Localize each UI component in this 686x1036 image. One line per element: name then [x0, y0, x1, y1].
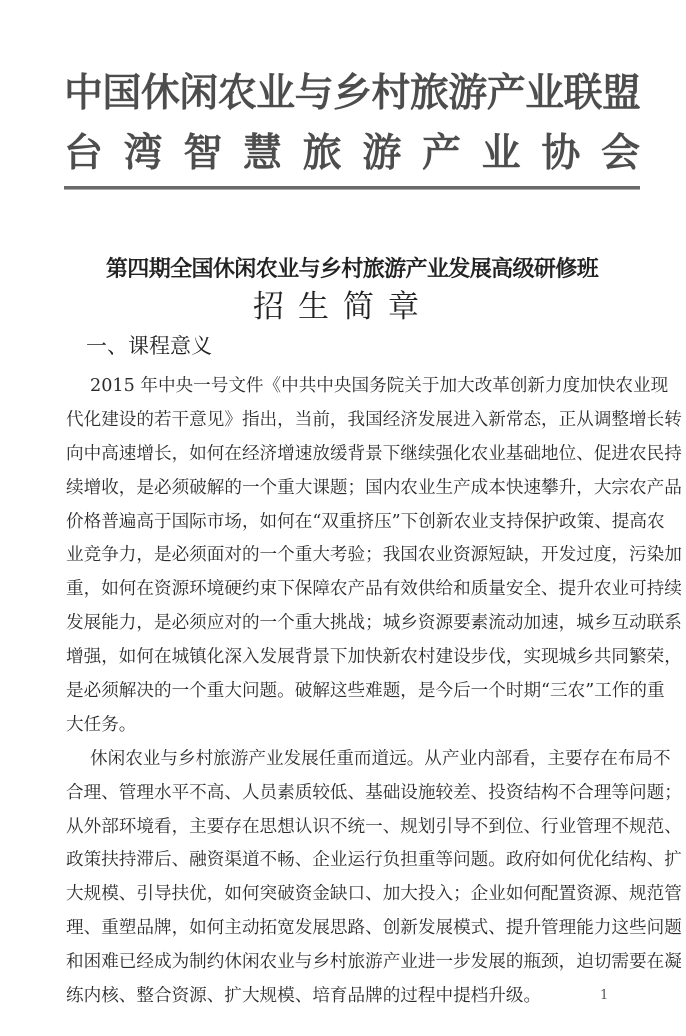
header-divider: [64, 186, 640, 190]
text-line: 政策扶持滞后、融资渠道不畅、企业运行负担重等问题。政府如何优化结构、扩: [66, 850, 682, 871]
paragraph: [66, 743, 682, 1014]
text-line: 休闲农业与乡村旅游产业发展任重而道远。从产业内部看，主要存在布局不: [90, 748, 671, 769]
text-line: 合理、管理水平不高、人员素质较低、基础设施较差、投资结构不合理等问题；: [66, 782, 682, 803]
text-line: 大任务。: [66, 714, 137, 735]
text-line: 和困难已经成为制约休闲农业与乡村旅游产业进一步发展的瓶颈，迫切需要在凝: [66, 952, 682, 973]
text-line: 向中高速增长，如何在经济增速放缓背景下继续强化农业基础地位、促进农民持: [66, 443, 682, 464]
page-number: 1: [600, 988, 609, 1003]
text-line: 续增收，是必须破解的一个重大课题；国内农业生产成本快速攀升，大宗农产品: [66, 477, 682, 498]
text-line: 业竞争力，是必须面对的一个重大考验；我国农业资源短缺，开发过度，污染加: [66, 545, 682, 566]
text-line: 发展能力，是必须应对的一个重大挑战；城乡资源要素流动加速，城乡互动联系: [66, 613, 682, 634]
text-line: 增强，如何在城镇化深入发展背景下加快新农村建设步伐，实现城乡共同繁荣，: [66, 647, 682, 668]
body-text: [66, 370, 682, 1014]
text-line: 价格普遍高于国际市场，如何在“双重挤压”下创新农业支持保护政策、提高农: [66, 511, 665, 532]
text-line: 理、重塑品牌，如何主动拓宽发展思路、创新发展模式、提升管理能力这些问题: [66, 918, 682, 939]
text-line: 从外部环境看，主要存在思想认识不统一、规划引导不到位、行业管理不规范、: [66, 816, 682, 837]
document-title: 招生简章: [253, 289, 433, 325]
paragraph: [66, 370, 682, 743]
text-line: 重，如何在资源环境硬约束下保障农产品有效供给和质量安全、提升农业可持续: [66, 579, 682, 600]
text-line: 大规模、引导扶优，如何突破资金缺口、加大投入；企业如何配置资源、规范管: [66, 884, 682, 905]
program-title: 第四期全国休闲农业与乡村旅游产业发展高级研修班: [105, 257, 599, 282]
text-line: 代化建设的若干意见》指出，当前，我国经济发展进入新常态，正从调整增长转: [66, 409, 682, 430]
text-line: 2015 年中央一号文件《中共中央国务院关于加大改革创新力度加快农业现: [90, 376, 669, 396]
organization-name-1: 中国休闲农业与乡村旅游产业联盟: [64, 71, 640, 116]
section-heading: 一、课程意义: [86, 334, 212, 358]
text-line: 练内核、整合资源、扩大规模、培育品牌的过程中提档升级。: [66, 986, 542, 1007]
text-line: 是必须解决的一个重大问题。破解这些难题，是今后一个时期“三农”工作的重: [66, 681, 665, 702]
organization-name-2: 台湾智慧旅游产业协会: [64, 131, 640, 176]
